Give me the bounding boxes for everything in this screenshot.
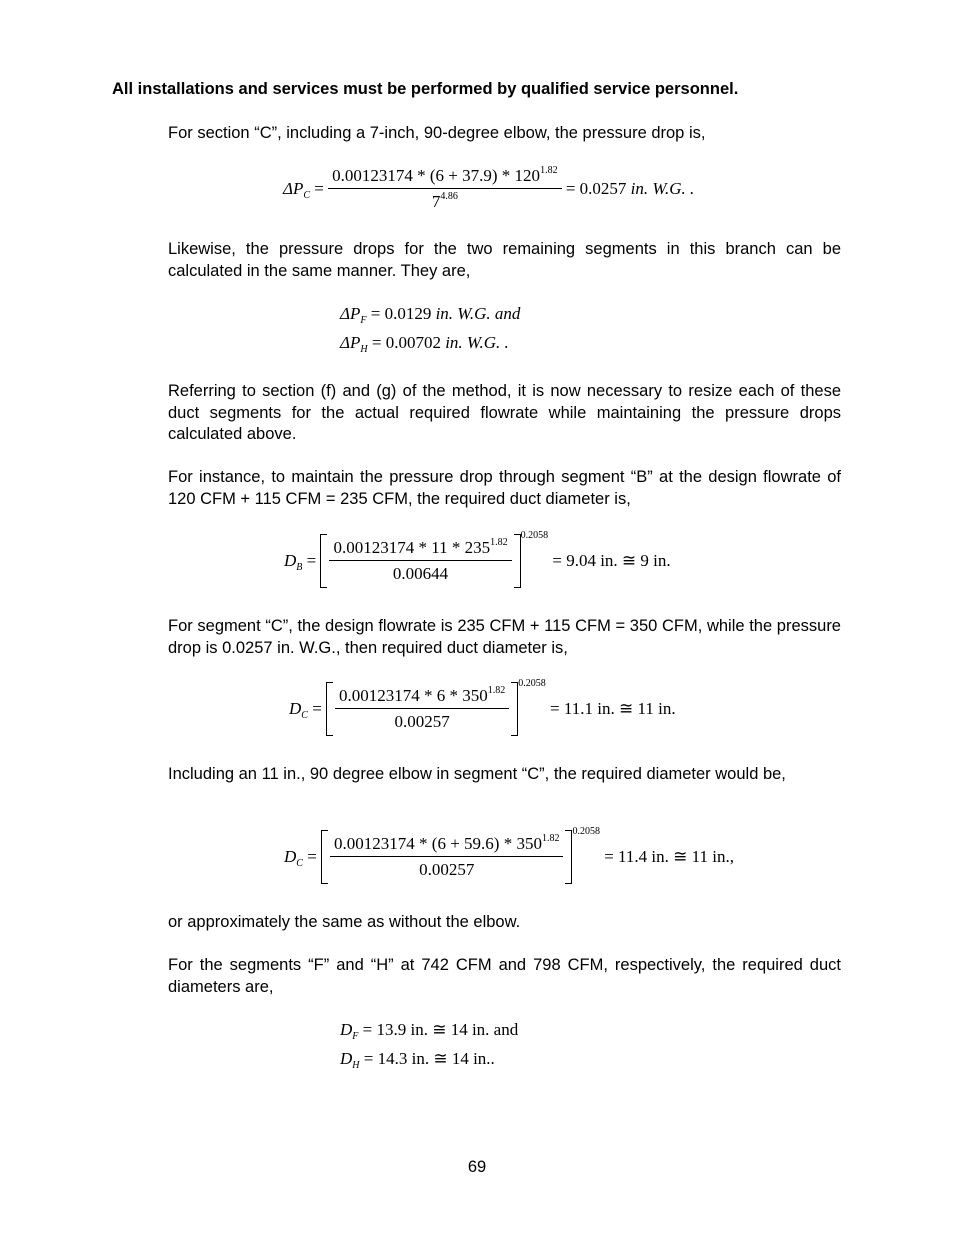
- eq1-num-exp: 1.82: [540, 165, 558, 176]
- eq5-right-bracket: [565, 830, 572, 884]
- equation-pressure-drops-f-h: [340, 304, 520, 362]
- eq6-f-symbol: D: [340, 1020, 353, 1039]
- paragraph-elbow: Including an 11 in., 90 degree elbow in segment “C”, the required diameter would be,: [168, 765, 786, 783]
- eq1-den-text: 7: [431, 192, 441, 211]
- eq3-rhs: = 9.04 in. ≅ 9 in.: [552, 551, 671, 570]
- equation-diameter-c-elbow: [284, 826, 734, 884]
- equation-diameter-c: [289, 678, 676, 736]
- eq2-h-symbol: ΔP: [340, 333, 361, 352]
- eq2-h-unit: in. W.G. .: [445, 333, 509, 352]
- eq3-num-exp: 1.82: [490, 537, 508, 548]
- safety-notice: All installations and services must be performed by qualified service personnel.: [112, 80, 739, 98]
- eq6-h-value: = 14.3 in. ≅ 14 in..: [363, 1049, 495, 1068]
- eq1-fraction: [328, 166, 561, 212]
- paragraph-referring: Referring to section (f) and (g) of the method, it is now necessary to resize each of these duct segments for the actual required flowrate while maintaining the pressure drops calculated above.: [168, 382, 841, 443]
- eq3-left-bracket: [320, 534, 327, 588]
- eq4-num-text: 0.00123174 * 6 * 350: [339, 686, 488, 705]
- paragraph-segment-c: For segment “C”, the design flowrate is 235 CFM + 115 CFM = 350 CFM, while the pressure drop is 0.0257 in. W.G., then required duct diameter is,: [168, 617, 841, 657]
- eq4-rhs: = 11.1 in. ≅ 11 in.: [550, 699, 676, 718]
- equation-pressure-drop-c: [283, 166, 694, 212]
- eq2-h-sub: H: [360, 344, 368, 355]
- eq3-num-text: 0.00123174 * 11 * 235: [333, 538, 491, 557]
- eq4-lhs: $D_C$ =: [289, 699, 322, 721]
- eq6-row-h: [340, 1049, 518, 1078]
- eq4-outer-exp: 0.2058: [518, 678, 546, 689]
- equation-diameters-f-h: [340, 1020, 518, 1078]
- eq5-lhs-symbol: D: [284, 847, 297, 866]
- eq6-f-value: = 13.9 in. ≅ 14 in. and: [362, 1020, 519, 1039]
- eq3-right-bracket: [514, 534, 521, 588]
- eq6-h-symbol: D: [340, 1049, 353, 1068]
- eq3-lhs-sub: B: [296, 562, 303, 573]
- eq4-num-exp: 1.82: [487, 685, 506, 696]
- eq3-outer-exp: 0.2058: [520, 530, 549, 541]
- eq5-left-bracket: [321, 830, 328, 884]
- eq1-lhs-symbol: ΔP: [283, 179, 304, 198]
- eq5-num-text: 0.00123174 * (6 + 59.6) * 350: [334, 834, 542, 853]
- eq2-f-sub: F: [360, 315, 367, 326]
- eq5-fraction: [330, 834, 563, 880]
- eq4-numerator: [335, 686, 509, 709]
- eq3-lhs-symbol: D: [284, 551, 297, 570]
- eq5-numerator: [330, 834, 563, 857]
- eq2-h-value: = 0.00702: [371, 333, 441, 352]
- eq1-numerator: [328, 166, 561, 189]
- eq6-h-sub: H: [352, 1060, 360, 1071]
- paragraph-likewise: Likewise, the pressure drops for the two remaining segments in this branch can be calculated in the same manner. They are,: [168, 240, 841, 280]
- eq3-denominator: 0.00644: [392, 564, 449, 583]
- equation-diameter-b: [284, 530, 671, 588]
- eq4-lhs-sub: C: [301, 710, 308, 721]
- eq2-f-unit: in. W.G. and: [435, 304, 521, 323]
- eq4-left-bracket: [326, 682, 333, 736]
- eq3-numerator: [329, 538, 511, 561]
- eq1-num-text: 0.00123174 * (6 + 37.9) * 120: [332, 166, 541, 185]
- eq1-rhs: [566, 179, 694, 199]
- page-number: 69: [467, 1158, 487, 1176]
- paragraph-segments-f-h: For the segments “F” and “H” at 742 CFM and 798 CFM, respectively, the required duct diameters are,: [168, 956, 841, 996]
- eq1-den-exp: 4.86: [440, 191, 458, 202]
- eq2-row-h: [340, 333, 520, 362]
- eq5-denominator: 0.00257: [419, 860, 475, 879]
- eq1-lhs: $\Delta P_C$ =: [283, 179, 324, 201]
- eq3-fraction: [329, 538, 511, 584]
- eq5-lhs-sub: C: [296, 858, 303, 869]
- paragraph-approximately: or approximately the same as without the elbow.: [168, 913, 521, 931]
- eq2-f-symbol: ΔP: [340, 304, 361, 323]
- eq1-denominator: [328, 189, 561, 212]
- eq1-rhs-value: = 0.0257: [565, 179, 627, 198]
- eq1-rhs-unit: in. W.G. .: [630, 179, 695, 198]
- eq2-f-value: = 0.0129: [370, 304, 432, 323]
- eq4-right-bracket: [511, 682, 518, 736]
- paragraph-instance: For instance, to maintain the pressure drop through segment “B” at the design flowrate of 120 CFM + 115 CFM = 235 CFM, the required duct diameter is,: [168, 468, 841, 508]
- eq6-f-sub: F: [352, 1031, 359, 1042]
- eq5-num-exp: 1.82: [541, 833, 560, 844]
- eq4-denominator: 0.00257: [394, 712, 450, 731]
- eq5-lhs: $D_C$ =: [284, 847, 317, 869]
- eq6-row-f: [340, 1020, 518, 1049]
- eq5-outer-exp: 0.2058: [572, 826, 600, 837]
- eq3-lhs: $D_B$ =: [284, 551, 317, 573]
- eq4-fraction: [335, 686, 509, 732]
- eq2-row-f: [340, 304, 520, 333]
- paragraph-section-c: For section “C”, including a 7-inch, 90-degree elbow, the pressure drop is,: [168, 124, 706, 142]
- eq4-lhs-symbol: D: [289, 699, 302, 718]
- eq1-lhs-sub: C: [303, 190, 311, 201]
- eq5-rhs: = 11.4 in. ≅ 11 in.,: [604, 847, 734, 866]
